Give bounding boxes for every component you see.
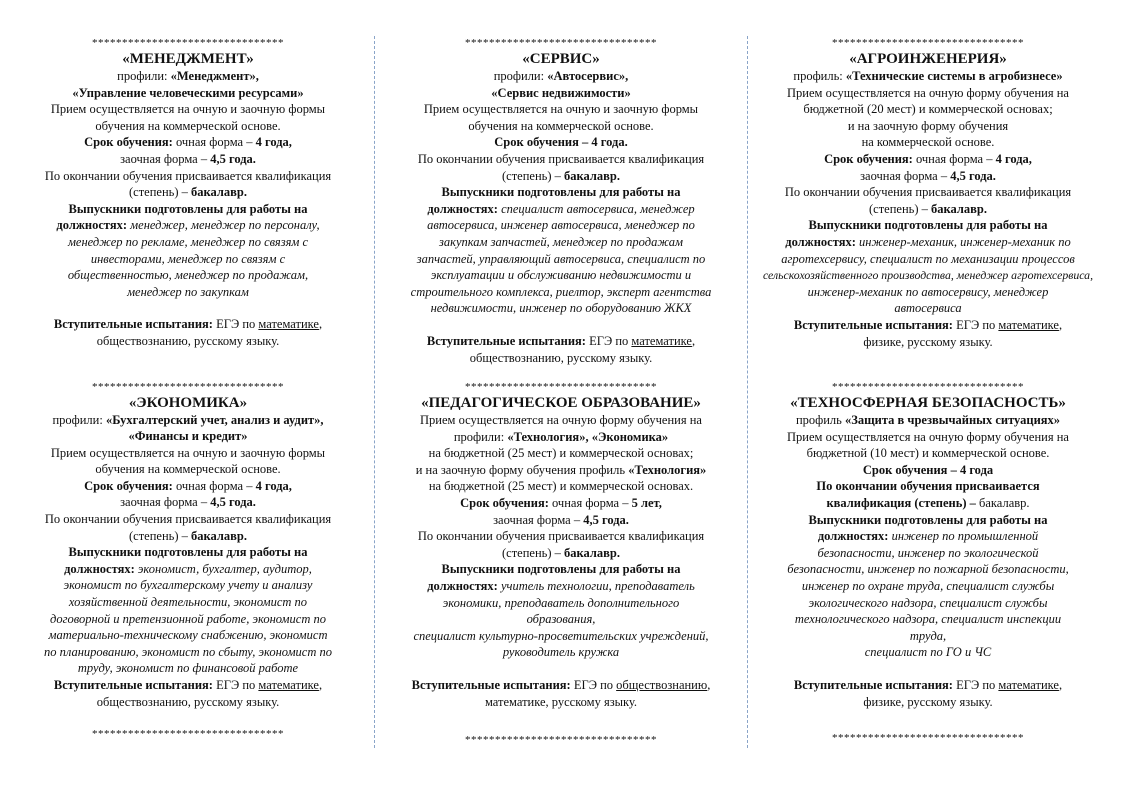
- study-term-line: [748, 151, 1108, 168]
- text: 4 года,: [255, 478, 292, 493]
- separator-bottom-middle: ********************************: [465, 734, 657, 746]
- text-line: недвижимости, инженер по оборудованию ЖКХ: [430, 301, 692, 316]
- section-title-economics: «ЭКОНОМИКА»: [128, 394, 248, 411]
- text: 5 лет,: [631, 496, 662, 511]
- text: профили:: [52, 412, 106, 427]
- text: ЕГЭ по: [585, 333, 632, 348]
- text: заочная форма –: [120, 495, 211, 510]
- text-line: Прием осуществляется на очную и заочную формы: [50, 445, 326, 460]
- text-line: математике, русскому языку.: [484, 694, 638, 709]
- profile-line: «Сервис недвижимости»: [491, 85, 631, 100]
- text: Вступительные испытания:: [53, 317, 213, 332]
- text-line: безопасности, инженер по пожарной безопасности,: [787, 562, 1069, 577]
- positions-line: [748, 234, 1108, 251]
- positions-line: [381, 201, 741, 218]
- text-line: По окончании обучения присваивается квалификация: [44, 512, 332, 527]
- positions-line: [748, 528, 1108, 545]
- text: бакалавр.: [931, 201, 987, 216]
- text: очная форма –: [172, 135, 256, 150]
- profiles-line: [381, 429, 741, 446]
- degree-line: [381, 168, 741, 185]
- text: менеджер, менеджер по персоналу,: [130, 218, 320, 233]
- text: заочная форма –: [493, 512, 584, 527]
- text-line: Выпускники подготовлены для работы на: [441, 185, 681, 200]
- text: (степень) –: [129, 528, 192, 543]
- text-line: Выпускники подготовлены для работы на: [441, 562, 681, 577]
- text: 4,5 года.: [210, 151, 256, 166]
- text-line: бюджетной (10 мест) и коммерческой основе.: [806, 446, 1050, 461]
- text-line: менеджер по рекламе, менеджер по связям с: [67, 234, 309, 249]
- text-line: обучения на коммерческой основе.: [95, 462, 281, 477]
- text-line: Выпускники подготовлены для работы на: [808, 218, 1048, 233]
- text: Срок обучения:: [84, 478, 173, 493]
- text: бакалавр.: [564, 168, 620, 183]
- text: и на заочную форму обучения профиль: [415, 462, 629, 477]
- text: Вступительные испытания:: [426, 333, 586, 348]
- section-title-service: «СЕРВИС»: [522, 51, 600, 67]
- text: инженер-механик, инженер-механик по: [859, 234, 1071, 249]
- text-line: Выпускники подготовлены для работы на: [808, 512, 1048, 527]
- text: профили:: [493, 69, 548, 83]
- text-line: инвесторами, менеджер по связям с: [90, 251, 286, 266]
- degree-line: [748, 495, 1108, 512]
- text-line: бюджетной (20 мест) и коммерческой основах;: [803, 102, 1053, 117]
- text: инженер по промышленной: [891, 529, 1039, 544]
- section-title-management: «МЕНЕДЖМЕНТ»: [122, 51, 254, 67]
- exams-line: Вступительные испытания: ЕГЭ по математике,: [426, 333, 696, 348]
- text-line: физике, русскому языку.: [863, 694, 993, 709]
- separator: ********************************: [832, 37, 1024, 49]
- text-line: физике, русскому языку.: [863, 334, 993, 349]
- text: (степень) –: [502, 168, 565, 183]
- text-line: инженер-механик по автосервису, менеджер: [807, 284, 1049, 299]
- study-term-line: [8, 134, 368, 151]
- study-term-line: [8, 494, 368, 511]
- text: бакалавр.: [564, 545, 620, 560]
- text-line: экономист по бухгалтерскому учету и анализу: [63, 578, 313, 593]
- text-line: автосервиса, инженер автосервиса, менеджер по: [427, 218, 695, 233]
- degree-line: [8, 528, 368, 545]
- text: Срок обучения:: [84, 135, 173, 150]
- exams-line: Вступительные испытания: ЕГЭ по математике,: [53, 678, 323, 692]
- text-line: обществознанию, русскому языку.: [96, 694, 280, 709]
- positions-line: [381, 578, 741, 595]
- exams-line: Вступительные испытания: ЕГЭ по математике,: [53, 317, 323, 332]
- separator: ********************************: [465, 381, 657, 394]
- text: обществознанию: [616, 678, 708, 692]
- separator: ********************************: [92, 37, 284, 49]
- separator: ********************************: [832, 381, 1024, 394]
- text-line: закупкам запчастей, менеджер по продажам: [438, 234, 684, 249]
- text-line: обучения на коммерческой основе.: [95, 118, 281, 133]
- text: должностях:: [427, 579, 501, 594]
- text-line: Выпускники подготовлены для работы на: [68, 545, 308, 560]
- text: «Автосервис»,: [547, 69, 629, 83]
- text-line: руководитель кружка: [502, 645, 620, 660]
- degree-line: [8, 184, 368, 201]
- text: (степень) –: [869, 201, 932, 216]
- text: ЕГЭ по: [952, 317, 999, 332]
- text-line: договорной и претензионной работе, экономист по: [50, 611, 326, 626]
- text: Вступительные испытания:: [793, 317, 953, 332]
- profiles-line: [381, 462, 741, 479]
- text-line: обществознанию, русскому языку.: [469, 350, 653, 365]
- text: заочная форма –: [860, 168, 951, 183]
- text-line: экономики, преподаватель дополнительного: [442, 595, 680, 610]
- text: заочная форма –: [120, 151, 211, 166]
- profiles-line: [748, 412, 1108, 429]
- degree-line: [748, 201, 1108, 218]
- text: математике: [998, 678, 1059, 692]
- profile-line: «Финансы и кредит»: [128, 429, 248, 444]
- text: очная форма –: [548, 496, 632, 511]
- text: ЕГЭ по: [212, 678, 259, 692]
- text-line: и на заочную форму обучения: [847, 118, 1009, 133]
- text-line: общественностью, менеджер по продажам,: [67, 268, 309, 283]
- profiles-line: [8, 412, 368, 429]
- column-left: [8, 36, 368, 710]
- text: (степень) –: [502, 545, 565, 560]
- separator: ********************************: [465, 37, 657, 49]
- study-term-line: [381, 495, 741, 512]
- separator: ********************************: [92, 380, 284, 393]
- positions-line: [8, 561, 368, 578]
- text-line: Прием осуществляется на очную форму обучения на: [420, 413, 702, 428]
- text: экономист, бухгалтер, аудитор,: [137, 561, 312, 576]
- exams-line: Вступительные испытания: ЕГЭ по математике,: [793, 317, 1063, 332]
- text-line: специалист по ГО и ЧС: [864, 645, 992, 660]
- text-line: Прием осуществляется на очную и заочную формы: [423, 102, 699, 117]
- study-term-line: Срок обучения – 4 года.: [494, 135, 628, 150]
- text: должностях:: [56, 218, 131, 233]
- text-line: автосервиса: [894, 301, 962, 316]
- text: специалист автосервиса, менеджер: [501, 201, 695, 216]
- text-line: материально-техническому снабжению, экономист: [48, 628, 328, 643]
- text-line: экологического надзора, специалист службы: [808, 595, 1048, 610]
- profiles-line: [381, 68, 741, 85]
- profile-line: «Управление человеческими ресурсами»: [72, 85, 304, 100]
- text: математике: [258, 317, 319, 332]
- text: профили:: [453, 429, 508, 444]
- text: математике: [258, 678, 319, 692]
- text: должностях:: [785, 234, 860, 249]
- text: учитель технологии, преподаватель: [500, 579, 695, 594]
- text: 4,5 года.: [210, 495, 256, 510]
- text: должностях:: [64, 561, 138, 576]
- text-line: строительного комплекса, риелтор, эксперт агентства: [410, 284, 712, 299]
- text: 4,5 года.: [950, 168, 996, 183]
- text-line: По окончании обучения присваивается квалификация: [784, 185, 1072, 200]
- column-right: [748, 36, 1108, 710]
- text-line: Прием осуществляется на очную форму обучения на: [787, 429, 1069, 444]
- text-line: По окончании обучения присваивается: [816, 479, 1040, 494]
- text-line: образования,: [526, 612, 596, 627]
- text: (степень) –: [129, 185, 192, 200]
- section-title-technosphere-safety: «ТЕХНОСФЕРНАЯ БЕЗОПАСНОСТЬ»: [790, 395, 1066, 412]
- text: 4 года,: [255, 135, 292, 150]
- study-term-line: Срок обучения – 4 года: [862, 462, 994, 477]
- text: математике: [631, 333, 692, 348]
- exams-line: Вступительные испытания: ЕГЭ по математике,: [793, 678, 1063, 692]
- text-line: инженер по охране труда, специалист службы: [801, 579, 1055, 594]
- text-line: на бюджетной (25 мест) и коммерческой основах.: [428, 479, 694, 494]
- degree-line: [381, 545, 741, 562]
- text: очная форма –: [912, 151, 996, 166]
- text-line: По окончании обучения присваивается квалификация: [417, 151, 705, 166]
- text-line: Прием осуществляется на очную форму обучения на: [787, 85, 1069, 100]
- text-line: обучения на коммерческой основе.: [468, 118, 654, 133]
- study-term-line: [381, 512, 741, 529]
- study-term-line: [748, 168, 1108, 185]
- section-title-pedagogical: «ПЕДАГОГИЧЕСКОЕ ОБРАЗОВАНИЕ»: [421, 395, 701, 412]
- text: ЕГЭ по: [952, 678, 999, 692]
- exams-line: Вступительные испытания: ЕГЭ по обществознанию,: [411, 678, 711, 692]
- text-line: на коммерческой основе.: [861, 135, 995, 150]
- text: Срок обучения:: [824, 151, 913, 166]
- text-line: агротехсервису, специалист по механизации процессов: [781, 251, 1075, 266]
- text: Вступительные испытания:: [793, 678, 953, 692]
- text-line: менеджер по закупкам: [127, 284, 249, 299]
- text: 4,5 года.: [583, 512, 629, 527]
- text-line: безопасности, инженер по экологической: [817, 545, 1039, 560]
- text: Вступительные испытания:: [53, 678, 213, 692]
- text-line: По окончании обучения присваивается квалификация: [417, 529, 705, 544]
- study-term-line: [8, 478, 368, 495]
- profiles-line: [8, 68, 368, 85]
- text-line: Выпускники подготовлены для работы на: [68, 201, 308, 216]
- text: профиль: [795, 413, 845, 428]
- separator-bottom-right: ********************************: [832, 732, 1024, 744]
- text-line: сельскохозяйственного производства, менеджер агротехсервиса,: [762, 268, 1094, 283]
- text: должностях:: [427, 201, 502, 216]
- profiles-line: [748, 68, 1108, 85]
- text-line: эксплуатации и обслуживанию недвижимости и: [430, 268, 692, 283]
- section-title-agroengineering: «АГРОИНЖЕНЕРИЯ»: [849, 51, 1007, 67]
- column-middle: [381, 36, 741, 710]
- text: очная форма –: [172, 478, 256, 493]
- text: «Технология», «Экономика»: [507, 429, 669, 444]
- text-line: хозяйственной деятельности, экономист по: [68, 595, 308, 610]
- text: бакалавр.: [191, 528, 247, 543]
- text: бакалавр.: [975, 496, 1030, 511]
- text-line: труду, экономист по финансовой работе: [77, 661, 299, 676]
- text: бакалавр.: [191, 185, 247, 200]
- text: «Технические системы в агробизнесе»: [845, 69, 1063, 83]
- text: профили:: [117, 69, 171, 83]
- text-line: запчастей, управляющий автосервиса, специалист по: [416, 251, 706, 266]
- text-line: труда,: [909, 628, 947, 643]
- study-term-line: [8, 151, 368, 168]
- text: квалификация (степень) –: [826, 496, 976, 511]
- text: Вступительные испытания:: [411, 678, 571, 692]
- text: ЕГЭ по: [212, 317, 259, 332]
- text: 4 года,: [995, 151, 1032, 166]
- text-line: специалист культурно-просветительских учреждений,: [413, 628, 709, 643]
- text: «Бухгалтерский учет, анализ и аудит»,: [105, 412, 324, 427]
- text: «Защита в чрезвычайных ситуациях»: [845, 413, 1061, 428]
- text: должностях:: [817, 529, 892, 544]
- text-line: технологического надзора, специалист инспекции: [794, 612, 1062, 627]
- text-line: Прием осуществляется на очную и заочную формы: [50, 102, 326, 117]
- separator-bottom-left: ********************************: [92, 728, 284, 740]
- text: «Менеджмент»,: [170, 69, 259, 83]
- text: «Технология»: [628, 462, 707, 477]
- text: профиль:: [793, 69, 846, 83]
- text-line: на бюджетной (25 мест) и коммерческой основах;: [428, 446, 694, 461]
- column-divider-left: [374, 36, 375, 748]
- positions-line: [8, 217, 368, 234]
- text-line: обществознанию, русскому языку.: [96, 333, 280, 348]
- text: Срок обучения:: [460, 496, 549, 511]
- text: ЕГЭ по: [570, 678, 617, 692]
- text: математике: [998, 317, 1059, 332]
- text-line: По окончании обучения присваивается квалификация: [44, 168, 332, 183]
- text-line: по планированию, экономист по сбыту, экономист по: [43, 644, 332, 659]
